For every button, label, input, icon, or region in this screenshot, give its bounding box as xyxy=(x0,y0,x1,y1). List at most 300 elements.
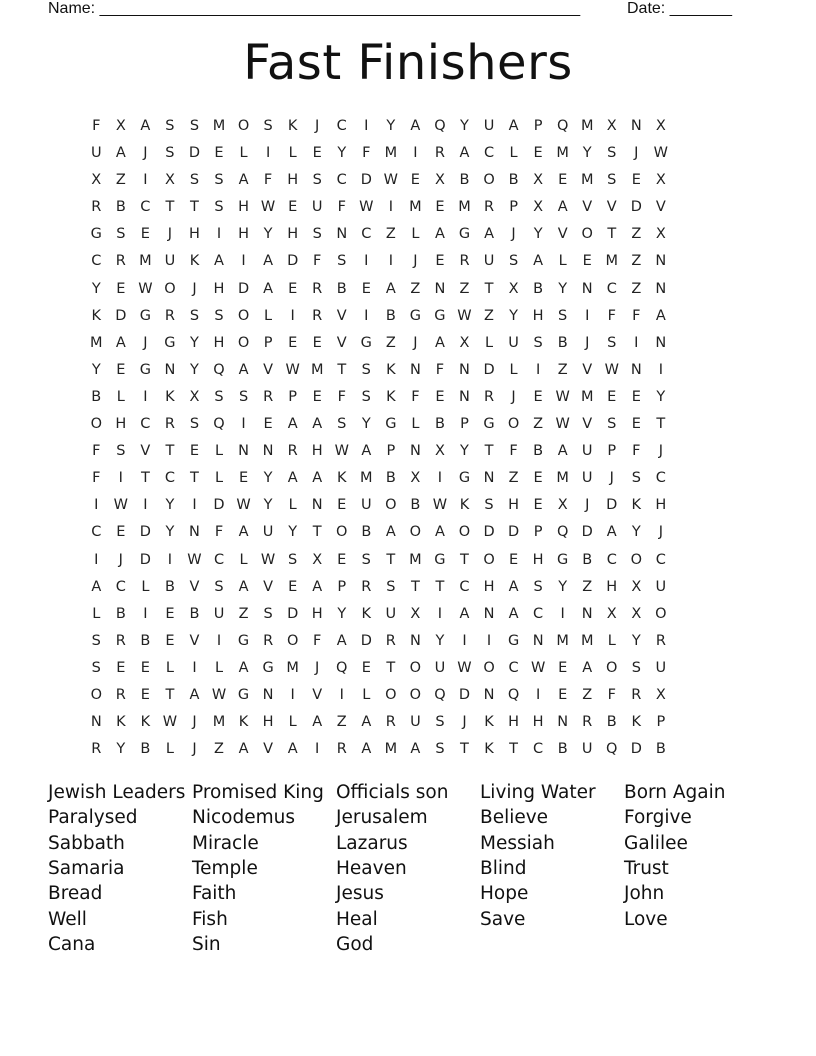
grid-letter: G xyxy=(483,416,495,433)
grid-letter: R xyxy=(483,199,495,216)
grid-letter: W xyxy=(138,280,153,297)
grid-letter: W xyxy=(530,659,546,676)
grid-letter: I xyxy=(315,741,320,758)
grid-letter: B xyxy=(189,605,200,622)
grid-letter: L xyxy=(214,443,224,460)
grid-letter: A xyxy=(582,659,593,676)
grid-letter: H xyxy=(508,714,520,731)
date-field-label[interactable]: Date: _______ xyxy=(627,0,732,17)
grid-letter: V xyxy=(263,361,274,378)
grid-letter: A xyxy=(91,578,102,595)
grid-letter: T xyxy=(312,524,322,541)
grid-letter: M xyxy=(580,118,594,134)
grid-letter: A xyxy=(410,741,421,758)
grid-letter: D xyxy=(606,497,618,514)
grid-letter: A xyxy=(655,307,666,324)
grid-letter: A xyxy=(238,741,249,758)
grid-letter: O xyxy=(336,524,348,541)
grid-letter: P xyxy=(533,524,543,541)
grid-letter: A xyxy=(459,145,470,162)
grid-letter: A xyxy=(115,334,126,351)
grid-letter: N xyxy=(189,524,200,541)
grid-letter: B xyxy=(140,741,151,758)
grid-letter: H xyxy=(238,199,249,216)
grid-letter: A xyxy=(385,280,396,297)
grid-letter: L xyxy=(239,551,248,568)
grid-letter: H xyxy=(508,497,520,514)
grid-letter: O xyxy=(385,497,397,514)
grid-letter: S xyxy=(238,388,249,405)
grid-letter: I xyxy=(241,253,246,270)
grid-letter: Y xyxy=(656,388,666,405)
grid-letter: N xyxy=(459,361,470,378)
grid-letter: X xyxy=(434,172,445,189)
word-list-item: Save xyxy=(480,908,526,930)
grid-letter: B xyxy=(557,334,568,351)
grid-letter: Y xyxy=(116,741,126,758)
grid-letter: E xyxy=(140,226,150,243)
grid-letter: E xyxy=(533,470,543,487)
grid-letter: M xyxy=(212,118,226,134)
grid-letter: I xyxy=(364,307,369,324)
grid-letter: J xyxy=(658,443,663,460)
grid-letter: U xyxy=(262,524,274,541)
word-list-item: Miracle xyxy=(192,832,259,854)
grid-letter: A xyxy=(312,416,323,433)
grid-letter: E xyxy=(533,145,543,162)
grid-letter: E xyxy=(558,172,568,189)
grid-letter: C xyxy=(655,551,666,568)
grid-letter: E xyxy=(533,497,543,514)
word-list xyxy=(48,780,768,960)
grid-letter: Z xyxy=(385,226,396,243)
grid-letter: R xyxy=(91,199,102,216)
grid-letter: Q xyxy=(213,416,225,433)
grid-letter: I xyxy=(192,497,197,514)
grid-letter: C xyxy=(508,659,519,676)
grid-letter: D xyxy=(483,524,495,541)
grid-letter: A xyxy=(312,470,323,487)
word-list-item: Temple xyxy=(192,857,258,879)
grid-letter: E xyxy=(361,659,371,676)
grid-letter: G xyxy=(458,470,471,487)
grid-letter: E xyxy=(214,145,224,162)
grid-letter: D xyxy=(360,172,372,189)
grid-letter: B xyxy=(115,199,126,216)
grid-letter: S xyxy=(214,199,224,216)
grid-letter: R xyxy=(91,741,102,758)
grid-letter: A xyxy=(140,118,151,134)
grid-letter: N xyxy=(409,443,421,460)
grid-letter: S xyxy=(214,307,224,324)
grid-letter: D xyxy=(581,524,593,541)
grid-row xyxy=(84,411,732,438)
grid-letter: Y xyxy=(435,632,445,649)
grid-letter: V xyxy=(606,199,617,216)
grid-letter: R xyxy=(483,388,495,405)
name-field-label[interactable]: Name: ______________________________________________________ xyxy=(48,0,581,17)
grid-letter: A xyxy=(263,280,274,297)
grid-letter: X xyxy=(533,199,544,216)
grid-letter: E xyxy=(263,416,273,433)
grid-letter: Y xyxy=(558,578,568,595)
grid-letter: T xyxy=(165,443,175,460)
grid-letter: S xyxy=(533,578,543,595)
grid-letter: H xyxy=(311,443,323,460)
grid-letter: Z xyxy=(508,470,519,487)
grid-letter: A xyxy=(508,118,519,134)
grid-letter: G xyxy=(557,551,569,568)
grid-letter: L xyxy=(484,334,494,351)
grid-letter: E xyxy=(140,659,150,676)
grid-letter: U xyxy=(311,199,323,216)
grid-letter: Y xyxy=(460,443,469,460)
grid-letter: Q xyxy=(213,361,225,378)
grid-letter: E xyxy=(165,632,175,649)
grid-letter: F xyxy=(607,307,616,324)
grid-letter: M xyxy=(580,388,594,405)
grid-letter: V xyxy=(263,578,274,595)
grid-letter: H xyxy=(238,226,249,243)
word-list-item: Forgive xyxy=(624,807,692,829)
grid-letter: E xyxy=(312,145,322,162)
grid-letter: B xyxy=(361,524,372,541)
word-list-item: Heaven xyxy=(336,857,407,879)
grid-letter: B xyxy=(385,470,396,487)
grid-letter: E xyxy=(116,361,126,378)
grid-letter: M xyxy=(139,253,152,270)
grid-letter: C xyxy=(115,578,126,595)
grid-letter: W xyxy=(187,551,202,568)
grid-letter: A xyxy=(557,443,568,460)
grid-row xyxy=(84,547,732,574)
grid-letter: T xyxy=(460,741,469,758)
grid-letter: C xyxy=(361,226,372,243)
grid-letter: S xyxy=(189,307,200,324)
grid-letter: Y xyxy=(509,307,518,324)
grid-row xyxy=(84,655,732,682)
grid-letter: T xyxy=(337,361,347,378)
grid-letter: N xyxy=(630,118,642,134)
grid-letter: E xyxy=(435,199,445,216)
grid-letter: D xyxy=(237,280,250,297)
word-list-item: Jesus xyxy=(336,883,384,905)
grid-letter: L xyxy=(264,307,273,324)
grid-letter: X xyxy=(508,280,519,297)
grid-letter: B xyxy=(115,605,126,622)
grid-letter: J xyxy=(315,118,320,134)
grid-letter: A xyxy=(361,714,372,731)
page-title: Fast Finishers xyxy=(243,35,573,91)
grid-letter: I xyxy=(634,334,639,351)
grid-letter: J xyxy=(167,226,173,243)
grid-letter: F xyxy=(435,361,445,378)
grid-letter: S xyxy=(312,226,322,243)
grid-letter: G xyxy=(139,307,151,324)
grid-letter: K xyxy=(361,605,372,622)
grid-letter: L xyxy=(362,686,371,703)
grid-letter: A xyxy=(508,605,519,622)
grid-letter: J xyxy=(118,551,123,568)
grid-letter: L xyxy=(558,253,567,270)
grid-letter: B xyxy=(533,443,544,460)
grid-letter: G xyxy=(90,226,102,243)
grid-letter: X xyxy=(631,605,642,622)
grid-letter: E xyxy=(558,659,568,676)
grid-letter: S xyxy=(116,443,126,460)
grid-letter: T xyxy=(435,578,445,595)
grid-letter: F xyxy=(607,686,616,703)
grid-letter: H xyxy=(213,334,225,351)
grid-letter: W xyxy=(113,497,128,514)
grid-letter: Z xyxy=(336,714,347,731)
grid-letter: U xyxy=(483,118,495,134)
grid-letter: S xyxy=(607,416,617,433)
grid-letter: V xyxy=(582,199,593,216)
grid-letter: Y xyxy=(263,470,273,487)
grid-letter: L xyxy=(92,605,101,622)
grid-letter: T xyxy=(460,551,469,568)
grid-letter: W xyxy=(457,659,472,676)
grid-letter: I xyxy=(265,145,271,162)
word-list-item: Well xyxy=(48,908,87,930)
grid-letter: R xyxy=(287,443,298,460)
grid-letter: S xyxy=(116,226,126,243)
grid-letter: X xyxy=(557,497,568,514)
grid-letter: L xyxy=(288,714,297,731)
grid-letter: H xyxy=(213,280,225,297)
word-list-item: Faith xyxy=(192,883,237,905)
word-list-item: Samaria xyxy=(48,857,125,879)
grid-letter: F xyxy=(337,199,346,216)
grid-letter: B xyxy=(459,172,470,189)
grid-letter: S xyxy=(361,361,371,378)
grid-letter: Z xyxy=(115,172,126,189)
grid-letter: S xyxy=(631,470,641,487)
grid-letter: L xyxy=(607,632,616,649)
grid-letter: D xyxy=(213,497,225,514)
word-list-item: Sin xyxy=(192,933,221,955)
word-list-item: Living Water xyxy=(480,782,596,803)
grid-letter: U xyxy=(655,659,667,676)
grid-row xyxy=(84,628,732,655)
grid-letter: J xyxy=(143,145,148,162)
grid-letter: M xyxy=(212,714,226,731)
grid-letter: S xyxy=(435,741,445,758)
grid-letter: A xyxy=(287,470,298,487)
grid-letter: V xyxy=(140,443,151,460)
grid-letter: Z xyxy=(214,741,224,758)
grid-letter: V xyxy=(557,226,568,243)
grid-letter: X xyxy=(655,226,666,243)
grid-letter: O xyxy=(483,659,495,676)
grid-letter: A xyxy=(238,659,249,676)
grid-letter: X xyxy=(189,388,200,405)
grid-letter: D xyxy=(139,551,151,568)
grid-letter: O xyxy=(164,280,176,297)
grid-letter: Y xyxy=(631,524,641,541)
grid-letter: E xyxy=(116,524,126,541)
grid-letter: A xyxy=(508,578,519,595)
grid-letter: V xyxy=(189,632,200,649)
grid-letter: U xyxy=(508,334,519,351)
grid-letter: H xyxy=(532,714,544,731)
grid-letter: Y xyxy=(337,605,347,622)
grid-letter: D xyxy=(115,307,127,324)
grid-letter: G xyxy=(409,307,421,324)
grid-letter: V xyxy=(312,686,323,703)
grid-letter: K xyxy=(484,741,494,758)
word-list-item: Love xyxy=(624,908,668,930)
grid-letter: O xyxy=(483,172,495,189)
grid-letter: J xyxy=(462,714,467,731)
grid-letter: T xyxy=(190,470,199,487)
grid-letter: R xyxy=(263,632,274,649)
grid-letter: W xyxy=(604,361,619,378)
grid-letter: N xyxy=(532,632,544,649)
grid-letter: V xyxy=(263,741,274,758)
grid-letter: S xyxy=(607,334,617,351)
grid-letter: M xyxy=(556,145,569,162)
grid-letter: A xyxy=(238,578,249,595)
grid-letter: A xyxy=(410,118,421,134)
grid-letter: Q xyxy=(556,524,569,541)
grid-letter: I xyxy=(167,551,173,568)
grid-letter: B xyxy=(164,578,175,595)
word-list-item: John xyxy=(624,883,665,905)
grid-letter: Y xyxy=(533,226,543,243)
grid-letter: X xyxy=(434,443,445,460)
grid-row xyxy=(84,276,732,303)
grid-letter: A xyxy=(434,226,445,243)
grid-letter: I xyxy=(585,307,590,324)
grid-letter: J xyxy=(585,497,590,514)
grid-letter: K xyxy=(238,714,249,731)
grid-letter: A xyxy=(312,714,323,731)
grid-letter: R xyxy=(164,307,175,324)
grid-letter: P xyxy=(509,199,518,216)
grid-letter: Z xyxy=(238,605,249,622)
grid-letter: X xyxy=(655,686,666,703)
grid-letter: G xyxy=(458,226,471,243)
grid-letter: S xyxy=(214,172,224,189)
grid-letter: G xyxy=(237,632,250,649)
grid-letter: F xyxy=(92,443,101,460)
grid-letter: F xyxy=(411,388,420,405)
grid-letter: Y xyxy=(386,118,396,134)
word-list-item: Messiah xyxy=(480,832,555,854)
grid-letter: S xyxy=(361,388,371,405)
grid-letter: C xyxy=(336,172,347,189)
grid-letter: U xyxy=(410,714,421,731)
grid-letter: N xyxy=(409,632,421,649)
grid-letter: L xyxy=(116,388,125,405)
grid-letter: R xyxy=(263,388,274,405)
grid-letter: F xyxy=(362,145,371,162)
grid-letter: H xyxy=(532,551,544,568)
grid-letter: H xyxy=(287,172,299,189)
grid-letter: I xyxy=(535,686,541,703)
grid-letter: D xyxy=(139,524,151,541)
grid-letter: X xyxy=(312,551,323,568)
grid-letter: L xyxy=(411,226,420,243)
grid-letter: I xyxy=(216,632,222,649)
grid-letter: S xyxy=(533,334,543,351)
grid-letter: M xyxy=(310,361,324,378)
grid-letter: L xyxy=(411,416,420,433)
grid-letter: T xyxy=(190,199,199,216)
grid-letter: Y xyxy=(91,361,101,378)
grid-letter: B xyxy=(582,551,593,568)
grid-letter: D xyxy=(630,199,642,216)
grid-letter: R xyxy=(582,714,593,731)
grid-letter: S xyxy=(189,416,200,433)
grid-row xyxy=(84,384,732,411)
grid-letter: H xyxy=(532,307,544,324)
word-list-item: God xyxy=(336,933,374,955)
grid-letter: H xyxy=(606,578,618,595)
grid-letter: E xyxy=(116,280,126,297)
grid-letter: D xyxy=(507,524,520,541)
grid-letter: A xyxy=(238,361,249,378)
grid-row xyxy=(84,709,732,736)
grid-letter: U xyxy=(655,578,667,595)
grid-letter: W xyxy=(555,388,570,405)
grid-letter: K xyxy=(116,714,126,731)
header-line xyxy=(48,0,748,20)
grid-letter: Z xyxy=(410,280,421,297)
grid-letter: D xyxy=(287,253,299,270)
grid-letter: G xyxy=(262,659,274,676)
grid-row xyxy=(84,221,732,248)
grid-letter: K xyxy=(140,714,151,731)
grid-letter: C xyxy=(140,199,151,216)
grid-letter: E xyxy=(582,253,592,270)
word-list-item: Sabbath xyxy=(48,832,125,854)
grid-letter: X xyxy=(91,172,102,189)
grid-letter: J xyxy=(413,253,418,270)
grid-letter: E xyxy=(631,172,641,189)
grid-letter: G xyxy=(139,361,151,378)
grid-letter: T xyxy=(607,226,617,243)
grid-letter: A xyxy=(533,253,544,270)
grid-letter: Y xyxy=(91,280,101,297)
grid-row xyxy=(84,736,732,763)
grid-letter: I xyxy=(143,605,148,622)
grid-letter: Y xyxy=(190,361,199,378)
grid-letter: G xyxy=(507,632,520,649)
grid-letter: Q xyxy=(556,118,569,134)
grid-letter: F xyxy=(313,632,322,649)
grid-letter: Q xyxy=(606,741,618,758)
grid-letter: M xyxy=(556,470,569,487)
grid-letter: E xyxy=(288,578,298,595)
grid-letter: N xyxy=(483,686,495,703)
grid-letter: B xyxy=(533,280,544,297)
word-list-item: Promised King xyxy=(192,782,324,803)
word-list-item: Trust xyxy=(624,857,669,879)
grid-letter: J xyxy=(192,741,197,758)
grid-letter: S xyxy=(288,551,298,568)
grid-letter: E xyxy=(631,416,641,433)
grid-row xyxy=(84,682,732,709)
grid-letter: Y xyxy=(337,145,347,162)
grid-letter: I xyxy=(658,361,663,378)
grid-letter: H xyxy=(655,497,667,514)
grid-letter: X xyxy=(606,605,617,622)
grid-letter: I xyxy=(560,605,565,622)
grid-letter: C xyxy=(164,470,175,487)
